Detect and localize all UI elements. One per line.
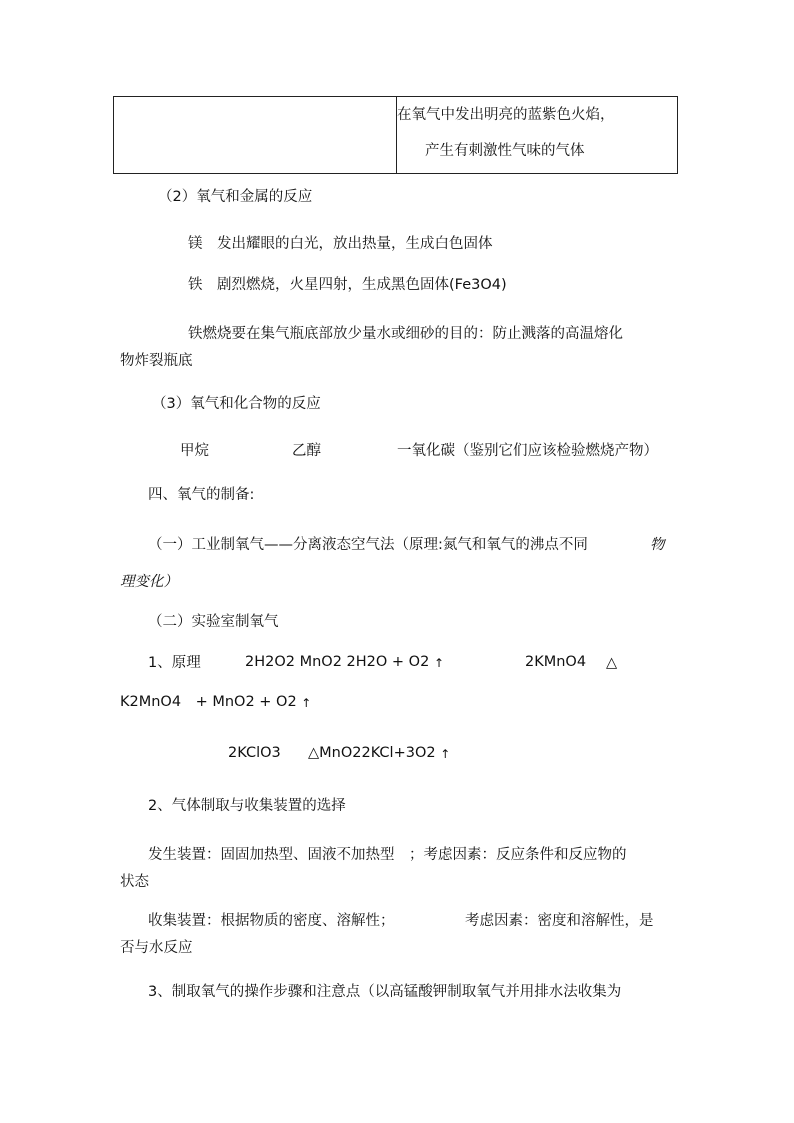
cell-text-line: 在氧气中发出明亮的蓝紫色火焰， [397,107,615,123]
paragraph: 物炸裂瓶底 [120,353,193,369]
reaction-table [113,96,678,174]
paragraph: 发生装置：固固加热型、固液不加热型 ；考虑因素：反应条件和反应物的 [148,847,627,863]
equation [120,692,311,712]
table-cell-empty [114,97,397,174]
equation [308,743,450,763]
equation-text: K2MnO4 + MnO2 + O2 [120,694,297,710]
table-row [114,97,678,174]
paragraph: 理变化） [120,574,178,590]
paragraph: （一）工业制氧气——分离液态空气法（原理:氮气和氧气的沸点不同 [148,537,588,553]
equation-text: 2KClO3 [228,745,281,761]
section-heading: 四、氧气的制备: [148,487,255,503]
cell-text-line: 产生有刺激性气味的气体 [425,143,585,159]
up-arrow-icon: ↑ [433,656,444,670]
paragraph: 铁燃烧要在集气瓶底部放少量水或细砂的目的：防止溅落的高温熔化 [188,326,623,342]
paragraph: 铁 剧烈燃烧，火星四射，生成黑色固体(Fe3O4) [188,277,507,293]
paragraph: 收集装置：根据物质的密度、溶解性； [148,913,395,929]
equation-text: 2H2O2 MnO2 2H2O + O2 [245,654,430,670]
paragraph: 物 [650,537,665,553]
table-cell-sulfur [397,97,678,174]
list-item: 乙醇 [292,443,321,459]
equation [245,652,444,672]
up-arrow-icon: ↑ [301,696,312,710]
triangle-icon: △ [606,655,618,671]
principle-label: 1、原理 [148,655,201,671]
section-heading: （二）实验室制氧气 [148,614,279,630]
equation-text: 2KMnO4 [525,654,587,670]
equation-text: △MnO22KCl+3O2 [308,745,436,761]
section-heading: 2、气体制取与收集装置的选择 [148,798,346,814]
paragraph: 考虑因素：密度和溶解性，是 [465,913,654,929]
list-item: 甲烷 [180,443,209,459]
paragraph: 否与水反应 [120,940,193,956]
section-heading: （3）氧气和化合物的反应 [152,396,321,412]
section-heading: 3、制取氧气的操作步骤和注意点（以高锰酸钾制取氧气并用排水法收集为 [148,984,622,1000]
list-item: 一氧化碳（鉴别它们应该检验燃烧产物） [397,443,658,459]
section-heading: （2）氧气和金属的反应 [158,189,313,205]
up-arrow-icon: ↑ [440,747,451,761]
paragraph: 状态 [120,874,149,890]
paragraph: 镁 发出耀眼的白光，放出热量，生成白色固体 [188,236,493,252]
